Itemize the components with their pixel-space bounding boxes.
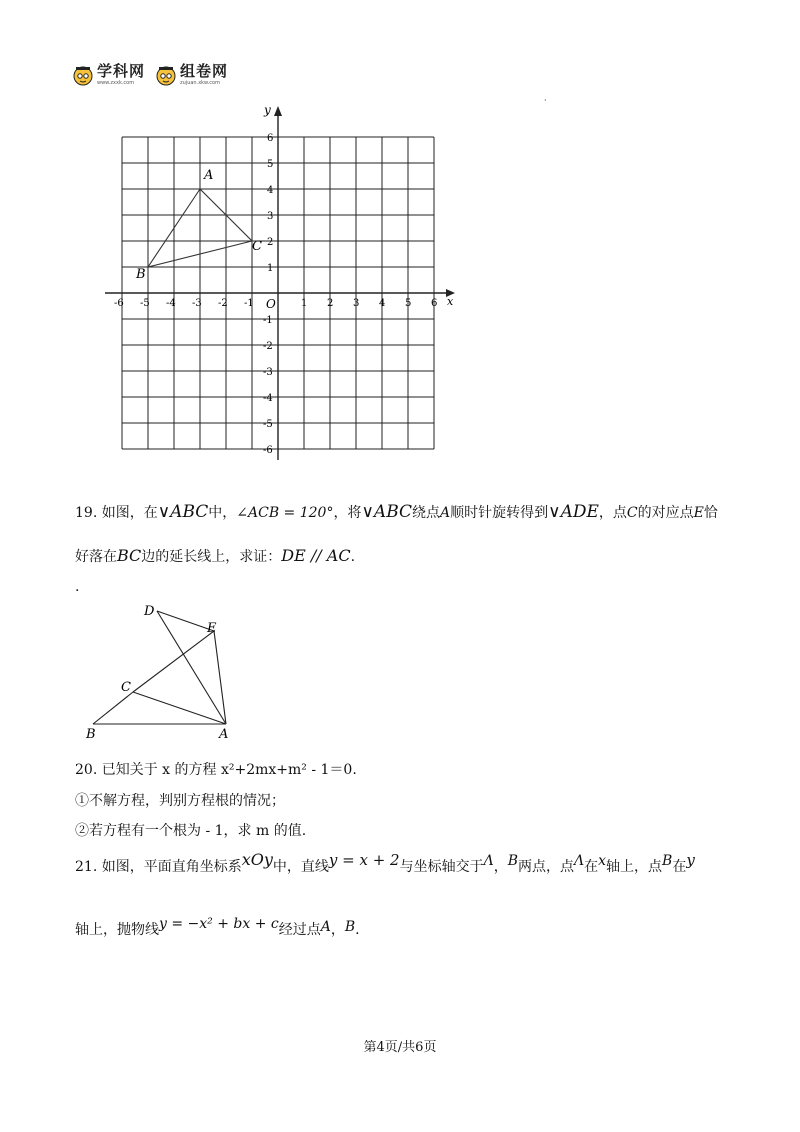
q21-math-x: x xyxy=(598,853,607,869)
y-tick-label: -2 xyxy=(263,341,273,352)
y-tick-label: 1 xyxy=(267,263,274,274)
q21-math-point: B xyxy=(344,919,356,935)
q19-text: 绕点 xyxy=(412,505,441,521)
fig-label-b: B xyxy=(86,727,96,742)
q20-line3: ②若方程有一个根为 - 1，求 m 的值. xyxy=(75,823,307,839)
q20-line2: ①不解方程，判别方程根的情况； xyxy=(75,793,285,809)
y-tick-label: 5 xyxy=(267,159,274,170)
x-tick-label: -6 xyxy=(114,298,124,309)
q19-text: ，点 xyxy=(598,505,627,521)
q19-text: . xyxy=(350,549,356,565)
fig-label-c: C xyxy=(121,680,131,695)
q21-text: 经过点 xyxy=(278,922,321,938)
q19-math-parallel: DE // AC xyxy=(281,546,351,565)
x-tick-label: 6 xyxy=(431,298,438,309)
point-b-label: B xyxy=(136,267,146,282)
q19-text: 的对应点 xyxy=(637,505,694,521)
q21-line1 xyxy=(75,850,695,875)
y-tick-labels xyxy=(263,133,273,456)
q21-math-xoy: xOy xyxy=(241,850,273,869)
x-tick-label: -4 xyxy=(166,298,176,309)
origin-label: O xyxy=(266,297,276,311)
q21-math-point: Λ xyxy=(483,853,494,869)
x-tick-label: -2 xyxy=(218,298,228,309)
q21-math-point: B xyxy=(507,853,519,869)
x-tick-label: 4 xyxy=(379,298,386,309)
q19-text: 顺时针旋转得到 xyxy=(450,505,549,521)
y-tick-label: -3 xyxy=(263,367,273,378)
x-tick-label: -3 xyxy=(192,298,202,309)
fig-label-d: D xyxy=(144,604,155,619)
q19-math-triangle-ade: ∨ADE xyxy=(548,502,599,522)
y-axis-arrow xyxy=(274,106,282,116)
y-tick-label: -6 xyxy=(263,445,273,456)
logo2-title: 组卷网 xyxy=(180,62,229,80)
q21-math-line: y = x + 2 xyxy=(328,851,400,869)
page-footer: 第4页/共6页 xyxy=(363,1040,437,1055)
q19-text: 中， xyxy=(208,505,237,521)
q21-line2 xyxy=(75,916,360,938)
q19-math-triangle-abc: ∨ABC xyxy=(361,502,413,522)
q21-math-point: A xyxy=(320,919,331,935)
q21-text: . xyxy=(355,922,360,938)
coordinate-grid-figure xyxy=(0,0,800,470)
q19-math-angle: ∠ACB = 120° xyxy=(236,505,334,521)
fig-label-e: E xyxy=(207,621,217,636)
x-tick-label: 2 xyxy=(327,298,334,309)
q21-text: 21. 如图，平面直角坐标系 xyxy=(75,859,242,875)
q19-text: 恰 xyxy=(703,505,718,521)
logo1-url: www.zxxk.com xyxy=(97,80,135,86)
q21-text: 轴上，点 xyxy=(606,859,663,875)
q21-text: ， xyxy=(493,859,508,875)
y-tick-label: 4 xyxy=(267,185,274,196)
q19-line1 xyxy=(75,504,718,521)
q19-math-point-e: E xyxy=(693,505,704,521)
q19-text: 边的延长线上，求证： xyxy=(141,549,282,565)
q21-math-point: Λ xyxy=(574,853,585,869)
fig-label-a: A xyxy=(219,727,229,742)
point-c-label: C xyxy=(252,239,262,254)
x-tick-label: 5 xyxy=(405,298,412,309)
q21-text: ， xyxy=(330,922,345,938)
q19-line2 xyxy=(75,548,355,564)
q19-math-triangle-abc: ∨ABC xyxy=(157,502,209,522)
q19-text: 19. 如图，在 xyxy=(75,505,158,521)
y-tick-label: 3 xyxy=(267,211,274,222)
x-axis-label: x xyxy=(447,295,454,308)
q19-text: ，将 xyxy=(333,505,362,521)
y-tick-label: -4 xyxy=(263,393,273,404)
x-tick-label: 3 xyxy=(353,298,360,309)
q19-math-point-c: C xyxy=(626,505,638,521)
logo2-url: zujuan.xkw.com xyxy=(180,80,220,86)
y-axis-label: y xyxy=(264,103,271,117)
y-tick-label: 6 xyxy=(267,133,274,144)
x-tick-label: -1 xyxy=(244,298,254,309)
q21-text: 轴上，抛物线 xyxy=(75,922,159,938)
q21-text: 与坐标轴交于 xyxy=(399,859,484,875)
point-a-label: A xyxy=(204,168,214,183)
q20-line1: 20. 已知关于 x 的方程 x²+2mx+m² - 1＝0. xyxy=(75,762,357,778)
y-tick-label: -5 xyxy=(263,419,273,430)
q21-math-parabola: y = −x² + bx + c xyxy=(159,916,279,932)
q21-text: 两点，点 xyxy=(518,859,575,875)
logo1-title: 学科网 xyxy=(97,62,146,80)
q19-text: 好落在 xyxy=(75,549,117,565)
q19-math-bc: BC xyxy=(117,546,142,565)
q21-math-point: B xyxy=(662,853,673,869)
q19-dot: . xyxy=(75,579,80,595)
q21-text: 在 xyxy=(672,859,687,875)
q19-math-point-a: A xyxy=(440,505,451,521)
q21-text: 在 xyxy=(584,859,599,875)
x-tick-label: -5 xyxy=(140,298,150,309)
q21-math-y: y xyxy=(686,851,695,869)
q21-text: 中，直线 xyxy=(272,859,329,875)
stray-dot: · xyxy=(544,96,547,105)
x-tick-label: 1 xyxy=(301,298,308,309)
q19-geometry-figure xyxy=(80,600,250,745)
y-tick-label: -1 xyxy=(263,315,273,326)
y-tick-label: 2 xyxy=(267,237,274,248)
